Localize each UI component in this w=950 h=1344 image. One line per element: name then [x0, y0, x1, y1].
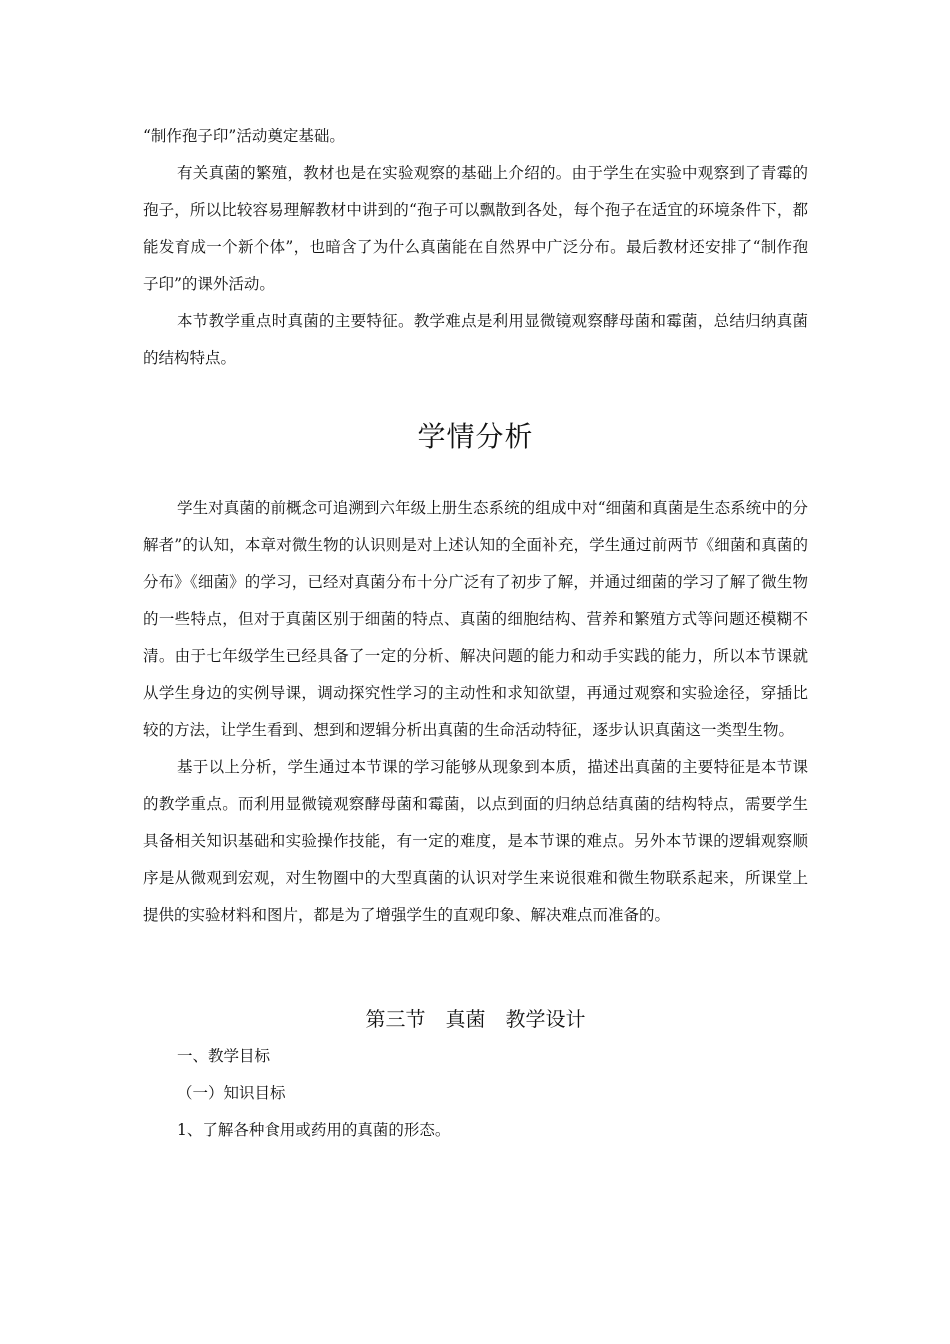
design-title: 第三节 真菌 教学设计 — [365, 1007, 586, 1031]
document-body — [143, 118, 808, 1149]
heading-spacer — [143, 457, 808, 490]
outline-item-knowledge: （一）知识目标 — [177, 1084, 286, 1102]
section-heading: 学情分析 — [417, 420, 534, 453]
outline-item-1: 1、了解各种食用或药用的真菌的形态。 — [177, 1121, 451, 1139]
outline-item-objectives: 一、教学目标 — [177, 1047, 271, 1065]
intro-paragraph-3: 本节教学重点时真菌的主要特征。教学难点是利用显微镜观察酵母菌和霉菌，总结归纳真菌的结构特点。 — [143, 312, 808, 367]
intro-paragraph-1: “制作孢子印”活动奠定基础。 — [143, 127, 345, 145]
intro-paragraph-2: 有关真菌的繁殖，教材也是在实验观察的基础上介绍的。由于学生在实验中观察到了青霉的孢子，所以比较容易理解教材中讲到的“孢子可以飘散到各处，每个孢子在适宜的环境条件下，都能发育成一个新个体”，也暗含了为什么真菌能在自然界中广泛分布。最后教材还安排了“制作孢子印”的课外活动。 — [143, 164, 808, 293]
analysis-paragraph-2: 基于以上分析，学生通过本节课的学习能够从现象到本质，描述出真菌的主要特征是本节课的教学重点。而利用显微镜观察酵母菌和霉菌，以点到面的归纳总结真菌的结构特点，需要学生具备相关知识基础和实验操作技能，有一定的难度，是本节课的难点。另外本节课的逻辑观察顺序是从微观到宏观，对生物圈中的大型真菌的认识对学生来说很难和微生物联系起来，所课堂上提供的实验材料和图片，都是为了增强学生的直观印象、解决难点而准备的。 — [143, 758, 808, 924]
analysis-paragraph-1: 学生对真菌的前概念可追溯到六年级上册生态系统的组成中对“细菌和真菌是生态系统中的分解者”的认知，本章对微生物的认识则是对上述认知的全面补充，学生通过前两节《细菌和真菌的分布》《细菌》的学习，已经对真菌分布十分广泛有了初步了解，并通过细菌的学习了解了微生物的一些特点，但对于真菌区别于细菌的特点、真菌的细胞结构、营养和繁殖方式等问题还模糊不清。由于七年级学生已经具备了一定的分析、解决问题的能力和动手实践的能力，所以本节课就从学生身边的实例导课，调动探究性学习的主动性和求知欲望，再通过观察和实验途径，穿插比较的方法，让学生看到、想到和逻辑分析出真菌的生命活动特征，逐步认识真菌这一类型生物。 — [143, 499, 808, 739]
